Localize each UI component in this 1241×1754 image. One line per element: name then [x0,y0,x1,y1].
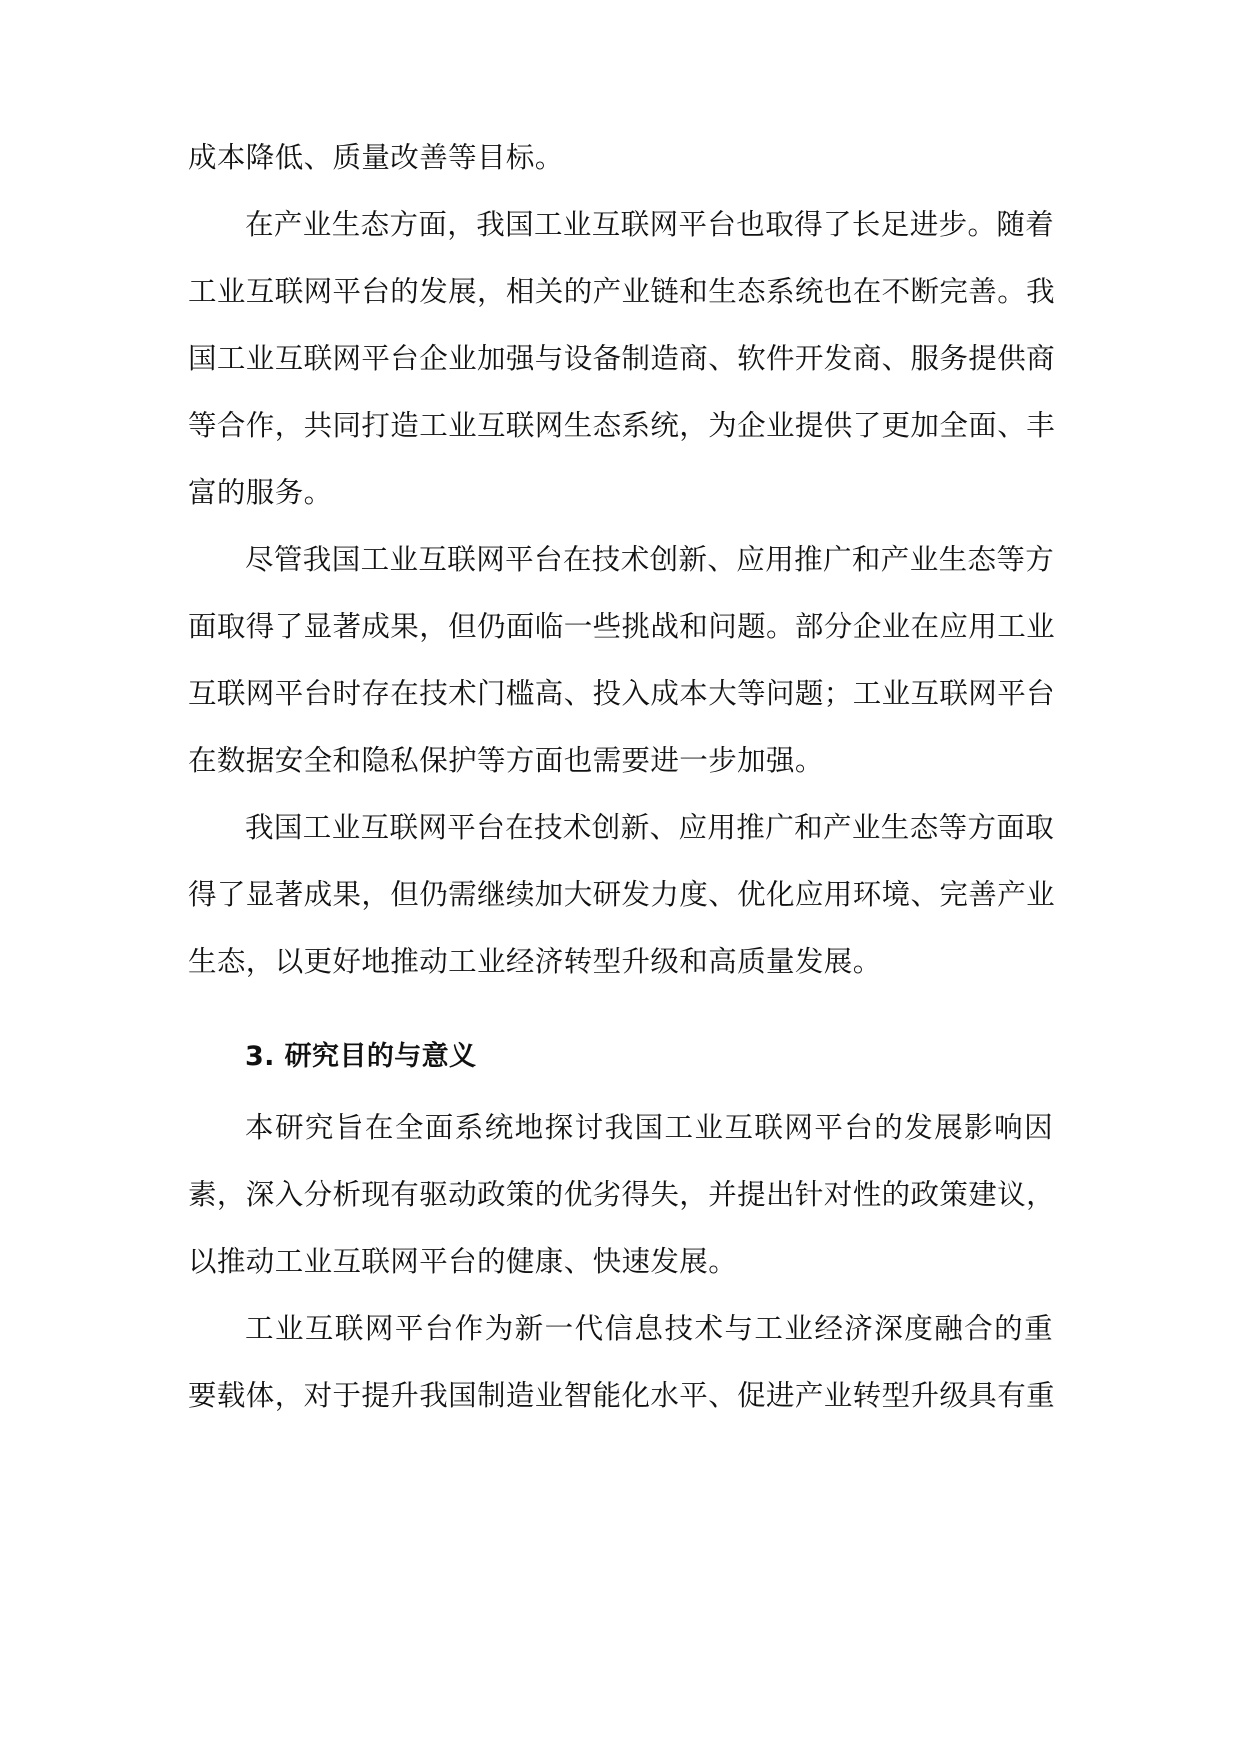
text-line: 等合作，共同打造工业互联网生态系统，为企业提供了更加全面、丰 [188,409,1056,442]
text-line: 我国工业互联网平台在技术创新、应用推广和产业生态等方面取 [245,811,1055,844]
text-line: 面取得了显著成果，但仍面临一些挑战和问题。部分企业在应用工业 [188,610,1056,643]
text-line: 互联网平台时存在技术门槛高、投入成本大等问题；工业互联网平台 [188,677,1056,710]
text-line: 本研究旨在全面系统地探讨我国工业互联网平台的发展影响因 [245,1111,1053,1144]
text-line: 成本降低、质量改善等目标。 [188,141,564,174]
text-line: 要载体，对于提升我国制造业智能化水平、促进产业转型升级具有重 [188,1379,1056,1412]
text-line: 得了显著成果，但仍需继续加大研发力度、优化应用环境、完善产业 [188,878,1056,911]
text-line: 在产业生态方面，我国工业互联网平台也取得了长足进步。随着 [245,208,1055,241]
text-line: 素，深入分析现有驱动政策的优劣得失，并提出针对性的政策建议， [188,1178,1056,1211]
text-line: 生态，以更好地推动工业经济转型升级和高质量发展。 [188,945,882,978]
text-line: 工业互联网平台的发展，相关的产业链和生态系统也在不断完善。我 [188,275,1056,308]
text-line: 工业互联网平台作为新一代信息技术与工业经济深度融合的重 [245,1312,1053,1345]
text-line: 以推动工业互联网平台的健康、快速发展。 [188,1245,738,1278]
text-line: 国工业互联网平台企业加强与设备制造商、软件开发商、服务提供商 [188,342,1056,375]
text-line: 在数据安全和隐私保护等方面也需要进一步加强。 [188,744,824,777]
text-line: 尽管我国工业互联网平台在技术创新、应用推广和产业生态等方 [245,543,1055,576]
section-heading: 3. 研究目的与意义 [245,1041,477,1072]
text-line: 富的服务。 [188,476,333,509]
